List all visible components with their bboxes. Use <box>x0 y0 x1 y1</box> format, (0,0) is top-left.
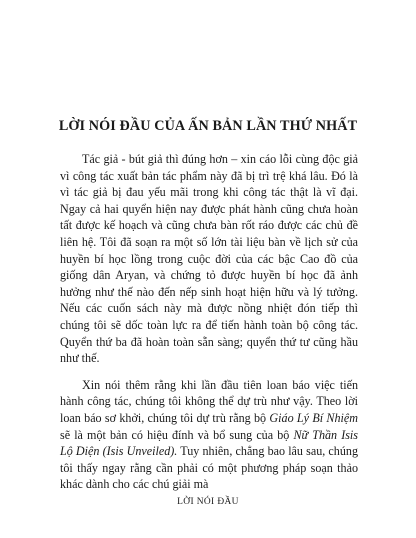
paragraph-1: Tác giả - bút giả thì đúng hơn – xin cáo lỗi cùng độc giả vì công tác xuất bản tác phẩm này đã bị trì trệ khá lâu. Đó là vì tác giả bị đau yếu mãi trong khi công tác thật là vĩ đại. Ngay cả hai quyển hiện nay được phát hành cũng chưa hoàn tất được kế hoạch và cũng chưa bàn rốt ráo được các chủ đề liên hệ. Tôi đã soạn ra một số lớn tài liệu bàn về lịch sử của huyền bí học lồng trong cuộc đời của các bậc Cao đồ của giống dân Aryan, và chứng tỏ được huyền bí học đã ảnh hưởng như thế nào đến nếp sinh hoạt hiện hữu và lý tưởng. Nếu các cuốn sách này mà được nồng nhiệt đón tiếp thì chúng tôi sẽ dốc toàn lực ra để tiến hành toàn bộ công tác. Quyển thứ ba đã hoàn toàn sẵn sàng; quyển thứ tư cũng hầu như thế. <box>60 152 358 366</box>
paragraph-2-text-1: Xin nói thêm rằng khi lần đầu tiên loan báo việc tiến hành công tác, chúng tôi không thể dự trù như vậy. Theo lời loan báo sơ khởi, chúng tôi dự trù rằng bộ <box>60 377 358 425</box>
book-title-isis-unveiled: Nữ Thần Isis Lộ Diện (Isis Unveiled). <box>60 427 358 459</box>
paragraph-2-text-3: Tuy nhiên, chẳng bao lâu sau, chúng tôi thấy ngay rằng cần phải có một phương pháp soạn thảo khác dành cho các chú giải mà <box>60 444 358 492</box>
paragraph-2-text-2: sẽ là một bản có hiệu đính và bổ sung của bộ <box>60 427 294 442</box>
body-text <box>60 151 358 493</box>
paragraph-2 <box>60 377 358 493</box>
running-footer: LỜI NÓI ĐẦU <box>177 497 239 507</box>
chapter-heading: LỜI NÓI ĐẦU CỦA ẤN BẢN LẦN THỨ NHẤT <box>58 118 358 134</box>
book-title-giao-ly-bi-nhiem: Giáo Lý Bí Nhiệm <box>269 410 358 425</box>
